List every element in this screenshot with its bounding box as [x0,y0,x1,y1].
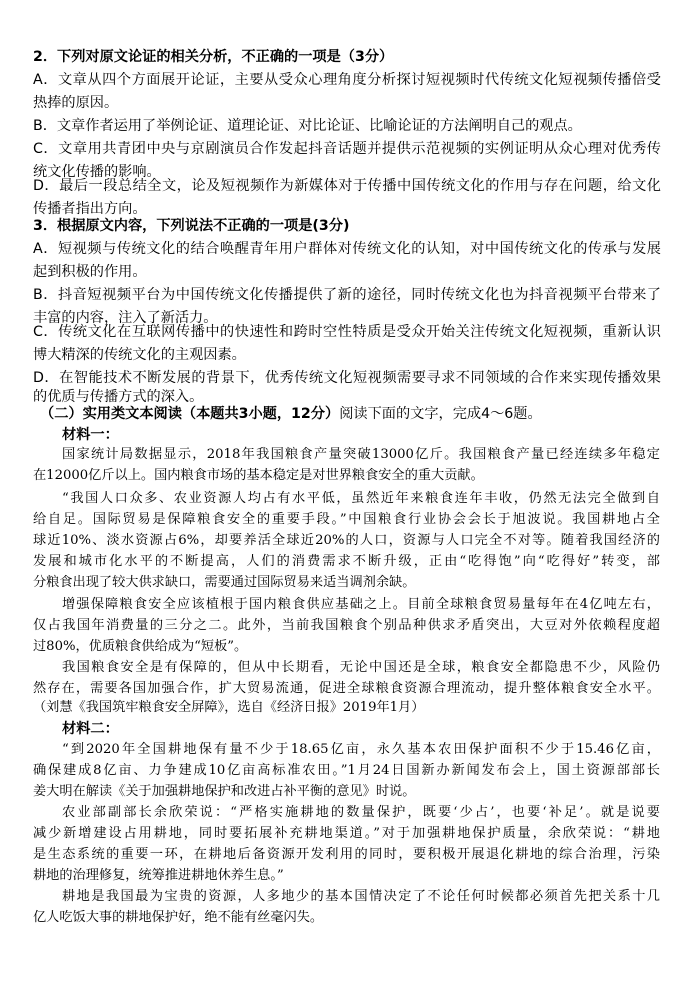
q3-option-a-line2: 起到积极的作用。 [33,264,147,280]
material-1-line: 国家统计局数据显示，2018年我国粮食产量突破13000亿斤。我国粮食产量已经连续多年稳定 [62,447,660,462]
q2-option-a-line1: A．文章从四个方面展开论证，主要从受众心理角度分析探讨短视频时代传统文化短视频传播倍受 [33,72,661,88]
material-1-line: 给自足。国际贸易是保障粮食安全的重要手段。”中国粮食行业协会会长于旭波说。我国耕地占全 [33,512,660,527]
material-2-line: 是生态系统的重要一环，在耕地后备资源开发利用的同时，要积极开展退化耕地的综合治理，污染 [33,847,660,862]
material-1-source: （刘慧《我国筑牢粮食安全屏障》，选自《经济日报》2019年1月） [33,700,425,715]
material-2-line: 耕地是我国最为宝贵的资源，人多地少的基本国情决定了不论任何时候都必须首先把关系十几 [62,889,660,904]
q3-option-b-line2: 丰富的内容，注入了新活力。 [33,310,218,326]
q3-option-c-line1: C．传统文化在互联网传播中的快速性和跨时空性特质是受众开始关注传统文化短视频，重新认识 [33,324,661,340]
section-2-heading [40,405,542,423]
q2-option-c-line1: C．文章用共青团中央与京剧演员合作发起抖音话题并提供示范视频的实例证明从众心理对优秀传 [33,141,661,157]
q3-option-d-line1: D．在智能技术不断发展的背景下，优秀传统文化短视频需要寻求不同领域的合作来实现传播效果 [33,370,661,386]
q2-option-b: B．文章作者运用了举例论证、道理论证、对比论证、比喻论证的方法阐明自己的观点。 [33,118,582,134]
material-1-line: “我国人口众多、农业资源人均占有水平低，虽然近年来粮食连年丰收，仍然无法完全做到自 [62,491,660,506]
material-1-line: 仅占我国年消费量的三分之二。此外，当前我国粮食个别品种供求矛盾突出，大豆对外依赖程度超 [33,618,660,633]
material-1-title: 材料一： [62,427,119,443]
material-2-line: 农业部副部长余欣荣说：“严格实施耕地的数量保护，既要‘少占’，也要‘补足’。就是说要 [62,805,660,820]
material-1-line: 分粮食出现了较大供求缺口，需要通过国际贸易来适当调剂余缺。 [33,575,416,590]
material-2-line: 确保建成8亿亩、力争建成10亿亩高标准农田。”1月24日国新办新闻发布会上，国土资源部部长 [33,763,660,778]
q3-option-c-line2: 博大精深的传统文化的主观因素。 [33,347,246,363]
material-1-line: 发展和城市化水平的不断提高，人们的消费需求不断升级，正由“吃得饱”向“吃得好”转变，部 [33,554,660,569]
q2-option-a-line2: 热捧的原因。 [33,95,119,111]
q2-option-d-line1: D．最后一段总结全文，论及短视频作为新媒体对于传播中国传统文化的作用与存在问题，给文化 [33,178,661,194]
material-2-line: 减少新增建设占用耕地，同时要拓展补充耕地渠道。”对于加强耕地保护质量，余欣荣说：“耕地 [33,826,660,841]
q2-option-c-line2: 统文化传播的影响。 [33,164,161,180]
material-2-line: 耕地的治理修复，统筹推进耕地休养生息。” [33,868,284,883]
material-1-line: 增强保障粮食安全应该植根于国内粮食供应基础之上。目前全球粮食贸易量每年在4亿吨左右， [62,597,660,612]
material-2-line: “到2020年全国耕地保有量不少于18.65亿亩，永久基本农田保护面积不少于15.46亿亩， [62,742,660,757]
material-2-title: 材料二： [62,721,119,737]
material-1-line: 球近10%、淡水资源占6%，却要养活全球近20%的人口，资源与人口完全不对等。随着我国经济的 [33,533,660,548]
question-2-title: 2．下列对原文论证的相关分析，不正确的一项是（3分） [33,49,394,65]
section-2-heading-instruction: 阅读下面的文字，完成4～6题。 [339,406,542,422]
material-1-line: 然存在，需要各国加强合作，扩大贸易流通，促进全球粮食资源合理流动，提升整体粮食安全水平。 [33,681,660,696]
material-1-line: 过80%，优质粮食供给成为“短板”。 [33,639,248,654]
q2-option-d-line2: 传播者指出方向。 [33,201,147,217]
material-2-line: 亿人吃饭大事的耕地保护好，绝不能有丝毫闪失。 [33,910,324,925]
material-1-line: 在12000亿斤以上。国内粮食市场的基本稳定是对世界粮食安全的重大贡献。 [33,468,484,483]
q3-option-a-line1: A．短视频与传统文化的结合唤醒青年用户群体对传统文化的认知，对中国传统文化的传承与发展 [33,241,661,257]
q3-option-d-line2: 的优质与传播方式的深入。 [33,389,204,405]
question-3-title: 3．根据原文内容，下列说法不正确的一项是(3分) [33,218,350,234]
section-2-heading-bold: （二）实用类文本阅读（本题共3小题，12分） [40,406,340,422]
material-1-line: 我国粮食安全是有保障的，但从中长期看，无论中国还是全球，粮食安全都隐患不少，风险仍 [62,660,660,675]
q3-option-b-line1: B．抖音短视频平台为中国传统文化传播提供了新的途径，同时传统文化也为抖音视频平台带来了 [33,287,661,303]
material-2-line: 姜大明在解读《关于加强耕地保护和改进占补平衡的意见》时说。 [33,784,416,799]
